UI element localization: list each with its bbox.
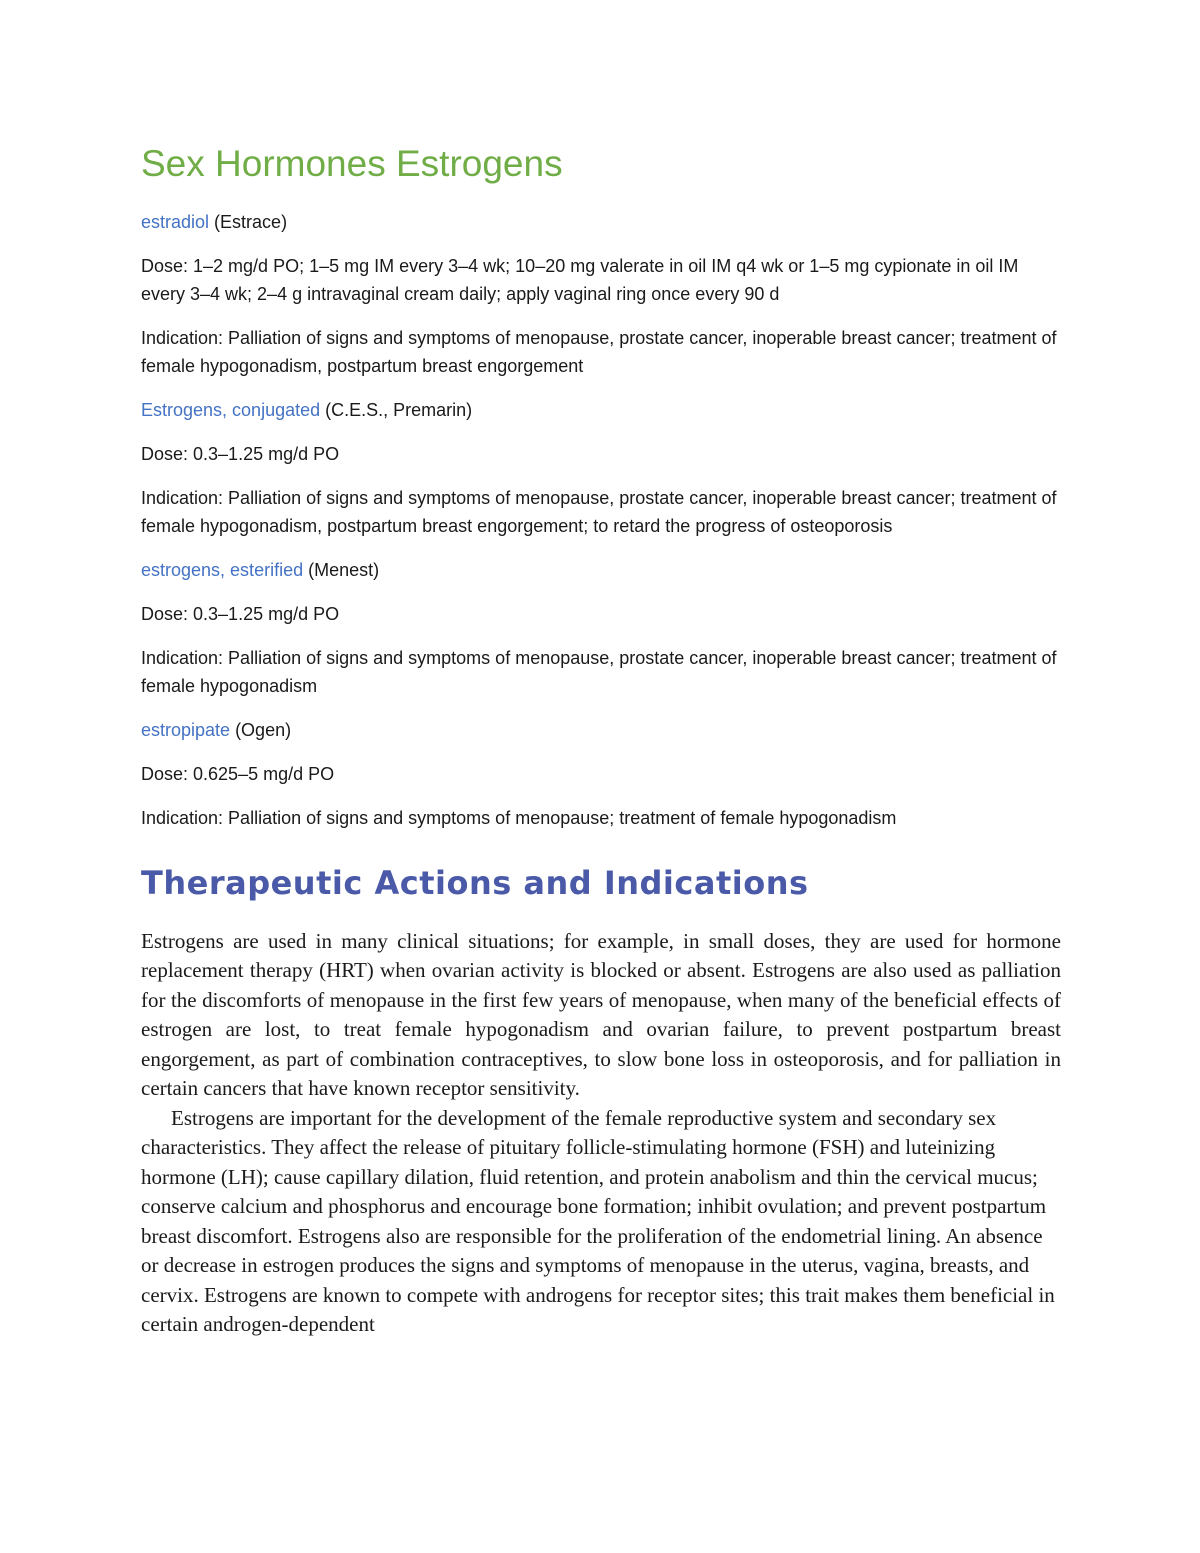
drug-brand: (Menest) xyxy=(303,560,380,581)
drug-name: estrogens, esterified xyxy=(141,560,304,581)
drug-name: Estrogens, conjugated xyxy=(141,400,321,421)
drug-dose: Dose: 0.3–1.25 mg/d PO xyxy=(141,444,340,465)
drug-header xyxy=(141,208,1061,236)
drug-dose: Dose: 1–2 mg/d PO; 1–5 mg IM every 3–4 wk; 10–20 mg valerate in oil IM q4 wk or 1–5 mg cypionate in oil IM every 3–4 wk; 2–4 g intravaginal cream daily; apply vaginal ring once every 90 d xyxy=(141,256,1019,305)
drug-header xyxy=(141,716,1061,744)
drug-brand: (C.E.S., Premarin) xyxy=(320,400,473,421)
drug-dose: Dose: 0.3–1.25 mg/d PO xyxy=(141,604,340,625)
drug-name: estropipate xyxy=(141,720,231,741)
drug-header xyxy=(141,396,1061,424)
page-title: Sex Hormones Estrogens xyxy=(141,143,563,184)
drug-brand: (Estrace) xyxy=(209,212,288,233)
drug-indication: Indication: Palliation of signs and symptoms of menopause, prostate cancer, inoperable breast cancer; treatment of female hypogonadism xyxy=(141,648,1057,697)
body-paragraph: Estrogens are used in many clinical situations; for example, in small doses, they are used for hormone replacement therapy (HRT) when ovarian activity is blocked or absent. Estrogens are also used as palliation for the discomforts of menopause in the first few years of menopause, when many of the beneficial effects of estrogen are lost, to treat female hypogonadism and ovarian failure, to prevent postpartum breast engorgement, as part of combination contraceptives, to slow bone loss in osteoporosis, and for palliation in certain cancers that have known receptor sensitivity. xyxy=(141,928,1061,1101)
drug-name: estradiol xyxy=(141,212,210,233)
drug-dose: Dose: 0.625–5 mg/d PO xyxy=(141,764,335,785)
drug-indication: Indication: Palliation of signs and symptoms of menopause; treatment of female hypogonadism xyxy=(141,808,897,829)
body-paragraph: Estrogens are important for the development of the female reproductive system and secondary sex characteristics. They affect the release of pituitary follicle-stimulating hormone (FSH) and luteinizing hormone (LH); cause capillary dilation, fluid retention, and protein anabolism and thin the cervical mucus; conserve calcium and phosphorus and encourage bone formation; inhibit ovulation; and prevent postpartum breast discomfort. Estrogens also are responsible for the proliferation of the endometrial lining. An absence or decrease in estrogen produces the signs and symptoms of menopause in the uterus, vagina, breasts, and cervix. Estrogens are known to compete with androgens for receptor sites; this trait makes them beneficial in certain androgen-dependent xyxy=(141,1105,1055,1337)
document-page xyxy=(141,142,1061,1340)
drug-header xyxy=(141,556,1061,584)
drug-indication: Indication: Palliation of signs and symptoms of menopause, prostate cancer, inoperable breast cancer; treatment of female hypogonadism, postpartum breast engorgement; to retard the progress of osteoporosis xyxy=(141,488,1057,537)
section-heading: Therapeutic Actions and Indications xyxy=(141,864,809,903)
drug-brand: (Ogen) xyxy=(230,720,292,741)
drug-indication: Indication: Palliation of signs and symptoms of menopause, prostate cancer, inoperable breast cancer; treatment of female hypogonadism, postpartum breast engorgement xyxy=(141,328,1057,377)
